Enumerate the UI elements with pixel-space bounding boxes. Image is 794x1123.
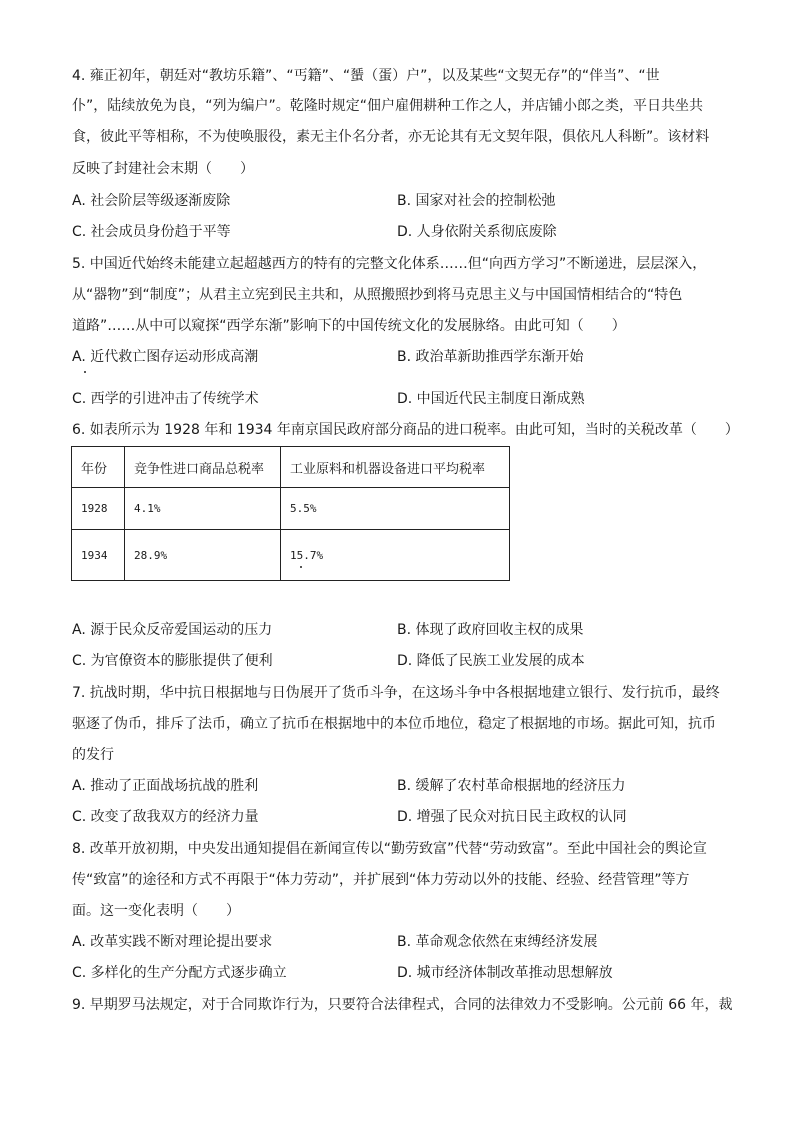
q8-option-d: D. 城市经济体制改革推动思想解放 [397, 965, 613, 981]
q4-option-b: B. 国家对社会的控制松弛 [397, 193, 556, 209]
q6-option-b: B. 体现了政府回收主权的成果 [397, 622, 584, 638]
q5-option-a: A. 近代救亡图存运动形成高潮 [72, 349, 259, 365]
table-cell-competitive-rate: 4.1% [125, 488, 281, 530]
q5-line-1: 5. 中国近代始终未能建立起超越西方的特有的完整文化体系……但“向西方学习”不断递进，层层深入， [72, 256, 707, 272]
q8-option-c: C. 多样化的生产分配方式逐步确立 [72, 965, 287, 981]
q7-line-1: 7. 抗战时期，华中抗日根据地与日伪展开了货币斗争，在这场斗争中各根据地建立银行、发行抗币，最终 [72, 685, 720, 701]
q4-option-a: A. 社会阶层等级逐渐废除 [72, 193, 231, 209]
q7-option-a: A. 推动了正面战场抗战的胜利 [72, 778, 259, 794]
table-row [72, 530, 510, 581]
q5-option-c: C. 西学的引进冲击了传统学术 [72, 391, 259, 407]
q5-line-3: 道路”……从中可以窥探“西学东渐”影响下的中国传统文化的发展脉络。由此可知（ ） [72, 318, 626, 334]
q5-line-2: 从“器物”到“制度”；从君主立宪到民主共和，从照搬照抄到将马克思主义与中国国情相结合的“特色 [72, 287, 683, 303]
q8-option-a: A. 改革实践不断对理论提出要求 [72, 934, 273, 950]
table-row [72, 488, 510, 530]
q8-option-b: B. 革命观念依然在束缚经济发展 [397, 934, 598, 950]
q6-option-d: D. 降低了民族工业发展的成本 [397, 653, 585, 669]
q7-option-b: B. 缓解了农村革命根据地的经济压力 [397, 778, 626, 794]
table-header-year: 年份 [72, 447, 125, 488]
q5-option-d: D. 中国近代民主制度日渐成熟 [397, 391, 585, 407]
q4-option-c: C. 社会成员身份趋于平等 [72, 224, 231, 240]
q4-line-2: 仆”，陆续放免为良，“列为编户”。乾隆时规定“佃户雇佣耕种工作之人，并店铺小郎之类，平日共坐共 [72, 98, 704, 114]
table-cell-competitive-rate: 28.9% [125, 530, 281, 581]
table-header-competitive-rate: 竞争性进口商品总税率 [125, 447, 281, 488]
table-cell-industrial-rate: 5.5% [281, 488, 510, 530]
table-cell-year: 1934 [72, 530, 125, 581]
q4-option-d: D. 人身依附关系彻底废除 [397, 224, 557, 240]
q7-line-3: 的发行 [72, 747, 114, 763]
q4-line-1: 4. 雍正初年，朝廷对“教坊乐籍”、“丐籍”、“蜑（蛋）户”，以及某些“文契无存”的“伴当”、“世 [72, 68, 660, 84]
q4-line-3: 食，彼此平等相称，不为使唤服役，素无主仆名分者，亦无论其有无文契年限，俱依凡人科断”。该材料 [72, 129, 710, 145]
q7-line-2: 驱逐了伪币，排斥了法币，确立了抗币在根据地中的本位币地位，稳定了根据地的市场。据此可知，抗币 [72, 716, 716, 732]
table-header-industrial-rate: 工业原料和机器设备进口平均税率 [281, 447, 510, 488]
q6-option-a: A. 源于民众反帝爱国运动的压力 [72, 622, 273, 638]
q4-line-4: 反映了封建社会末期（ ） [72, 161, 254, 177]
table-header-row [72, 447, 510, 488]
scan-speck [300, 566, 302, 568]
q8-line-2: 传“致富”的途径和方式不再限于“体力劳动”，并扩展到“体力劳动以外的技能、经验、经营管理”等方 [72, 872, 690, 888]
q9-line-1: 9. 早期罗马法规定，对于合同欺诈行为，只要符合法律程式，合同的法律效力不受影响。公元前 66 年，裁 [72, 997, 733, 1013]
q8-line-3: 面。这一变化表明（ ） [72, 903, 240, 919]
q8-line-1: 8. 改革开放初期，中央发出通知提倡在新闻宣传以“勤劳致富”代替“劳动致富”。至此中国社会的舆论宣 [72, 841, 707, 857]
table-cell-industrial-rate: 15.7% [281, 530, 510, 581]
tariff-table [71, 446, 510, 581]
q7-option-c: C. 改变了敌我双方的经济力量 [72, 809, 259, 825]
q6-option-c: C. 为官僚资本的膨胀提供了便利 [72, 653, 273, 669]
scan-speck [84, 371, 86, 373]
q7-option-d: D. 增强了民众对抗日民主政权的认同 [397, 809, 627, 825]
q6-line-1: 6. 如表所示为 1928 年和 1934 年南京国民政府部分商品的进口税率。由此可知，当时的关税改革（ ） [72, 422, 739, 438]
table-cell-year: 1928 [72, 488, 125, 530]
q5-option-b: B. 政治革新助推西学东渐开始 [397, 349, 584, 365]
